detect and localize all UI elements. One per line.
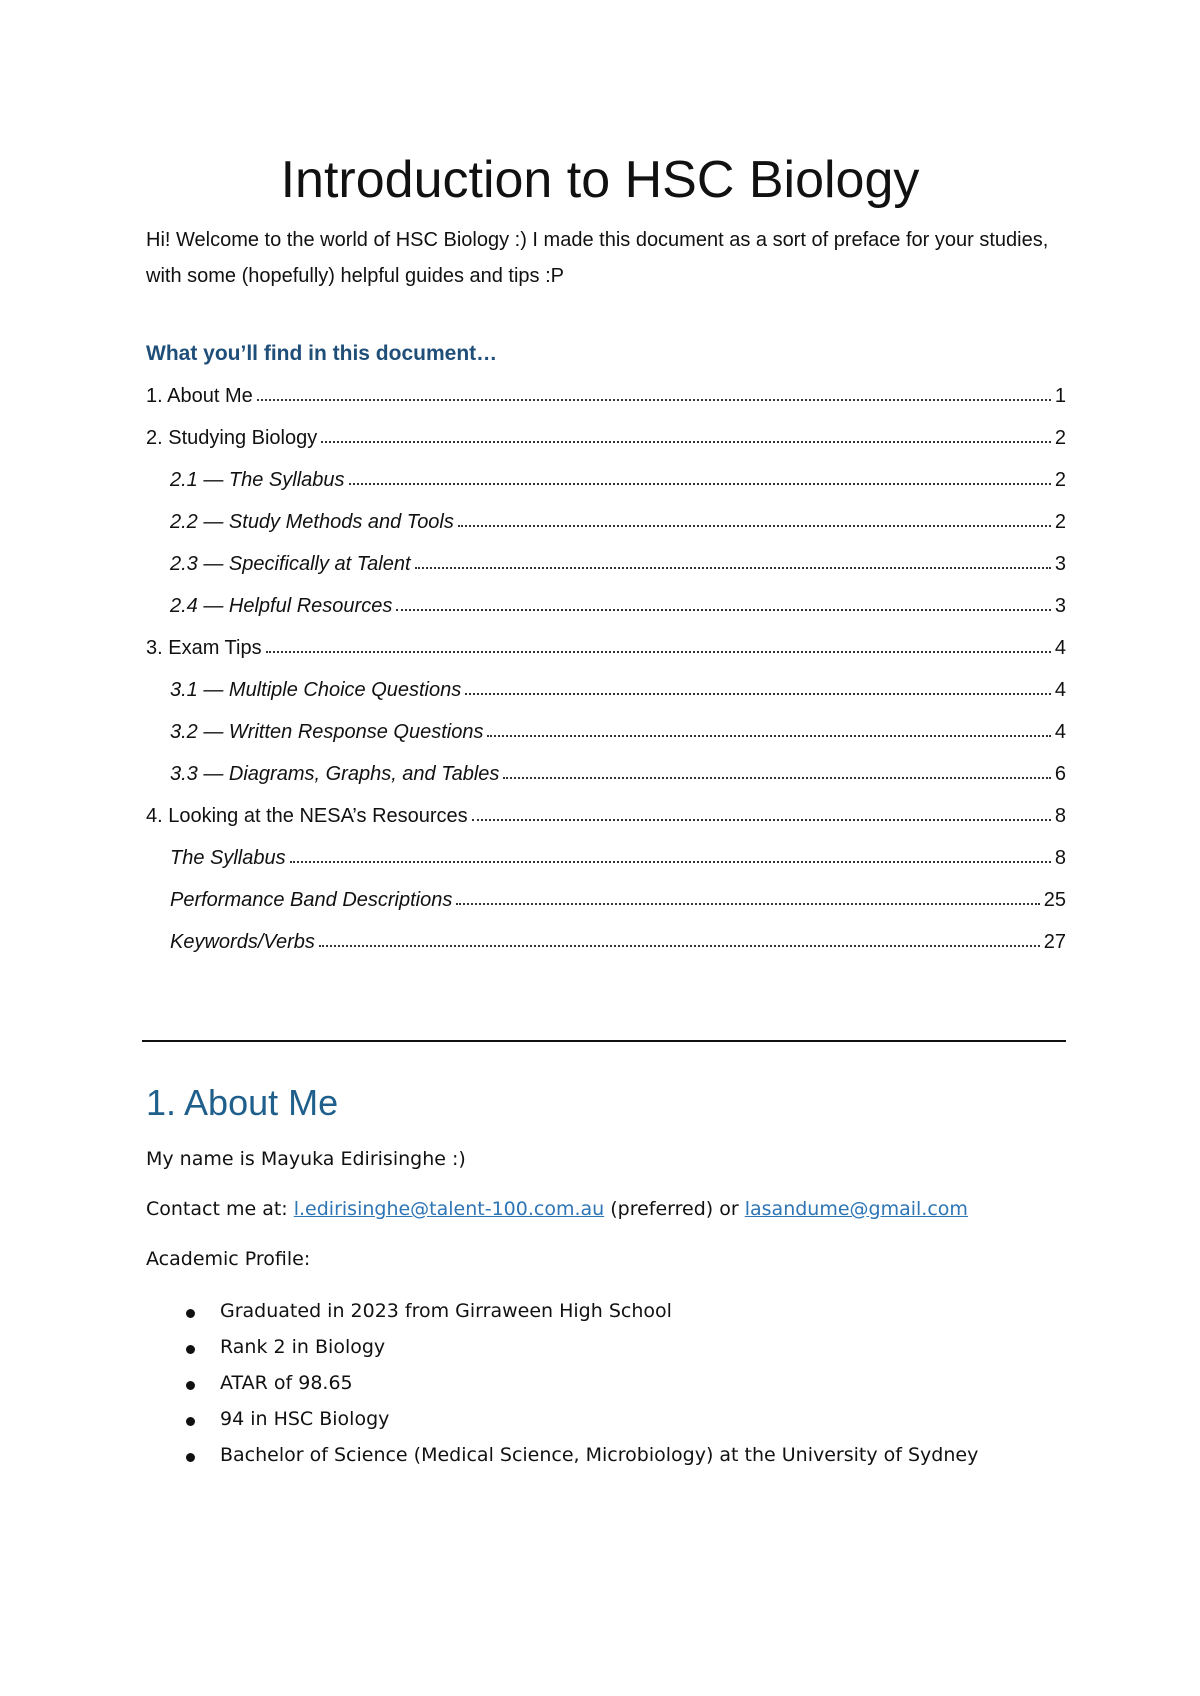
list-item-text: Graduated in 2023 from Girraween High School — [220, 1300, 672, 1322]
toc-entry-diagrams-graphs-tables[interactable] — [170, 756, 1066, 786]
toc-entry-page: 1 — [1054, 385, 1066, 407]
toc-leader-dots — [319, 945, 1040, 947]
toc-entry-page: 2 — [1054, 511, 1066, 533]
toc-entry-label: The Syllabus — [170, 847, 286, 869]
toc-entry-label: 3.2 — Written Response Questions — [170, 721, 484, 743]
contact-line — [146, 1198, 968, 1220]
bullet-icon — [186, 1417, 195, 1426]
toc-entry-written-response[interactable] — [170, 714, 1066, 744]
toc-entry-label: 1. About Me — [146, 385, 253, 407]
toc-entry-page: 3 — [1054, 553, 1066, 575]
toc-entry-study-methods[interactable] — [170, 504, 1066, 534]
toc-entry-page: 27 — [1043, 931, 1066, 953]
toc-entry-exam-tips[interactable] — [146, 630, 1066, 660]
toc-entry-page: 3 — [1054, 595, 1066, 617]
list-item-text: ATAR of 98.65 — [220, 1372, 353, 1394]
toc-leader-dots — [415, 567, 1051, 569]
toc-leader-dots — [458, 525, 1051, 527]
toc-leader-dots — [472, 819, 1051, 821]
toc-heading: What you’ll find in this document… — [146, 342, 498, 365]
toc-leader-dots — [503, 777, 1050, 779]
list-item — [146, 1444, 978, 1480]
bullet-icon — [186, 1453, 195, 1462]
toc-entry-the-syllabus[interactable] — [170, 462, 1066, 492]
section-divider — [142, 1040, 1066, 1042]
toc-entry-about-me[interactable] — [146, 378, 1066, 408]
toc-leader-dots — [396, 609, 1051, 611]
toc-entry-label: 2.3 — Specifically at Talent — [170, 553, 411, 575]
toc-entry-multiple-choice[interactable] — [170, 672, 1066, 702]
toc-entry-page: 4 — [1054, 721, 1066, 743]
toc-entry-nesa-resources[interactable] — [146, 798, 1066, 828]
intro-paragraph: Hi! Welcome to the world of HSC Biology :) I made this document as a sort of preface for your studies, with some (hopefully) helpful guides and tips :P — [146, 229, 1049, 287]
toc-leader-dots — [465, 693, 1051, 695]
toc-entry-page: 8 — [1054, 805, 1066, 827]
list-item — [146, 1372, 978, 1408]
toc-entry-keywords-verbs[interactable] — [170, 924, 1066, 954]
toc-leader-dots — [321, 441, 1051, 443]
toc-entry-page: 8 — [1054, 847, 1066, 869]
toc-leader-dots — [257, 399, 1051, 401]
list-item — [146, 1336, 978, 1372]
about-me-heading: 1. About Me — [146, 1082, 339, 1123]
toc-leader-dots — [487, 735, 1050, 737]
toc-leader-dots — [456, 903, 1039, 905]
toc-entry-specifically-at-talent[interactable] — [170, 546, 1066, 576]
toc-leader-dots — [349, 483, 1051, 485]
contact-prefix: Contact me at: — [146, 1198, 294, 1220]
toc-entry-label: Performance Band Descriptions — [170, 889, 453, 911]
toc-leader-dots — [290, 861, 1051, 863]
toc-leader-dots — [266, 651, 1051, 653]
toc-entry-performance-band[interactable] — [170, 882, 1066, 912]
toc-entry-studying-biology[interactable] — [146, 420, 1066, 450]
toc-entry-label: Keywords/Verbs — [170, 931, 315, 953]
primary-email-link[interactable]: l.edirisinghe@talent-100.com.au — [293, 1198, 605, 1220]
academic-profile-label: Academic Profile: — [146, 1248, 311, 1270]
toc-entry-label: 3.1 — Multiple Choice Questions — [170, 679, 462, 701]
toc-entry-page: 6 — [1054, 763, 1066, 785]
toc-entry-label: 2.4 — Helpful Resources — [170, 595, 393, 617]
bullet-icon — [186, 1345, 195, 1354]
document-title: Introduction to HSC Biology — [280, 151, 920, 209]
name-line: My name is Mayuka Edirisinghe :) — [146, 1148, 466, 1170]
toc-entry-page: 4 — [1054, 679, 1066, 701]
toc-entry-label: 2. Studying Biology — [146, 427, 318, 449]
toc-entry-label: 2.2 — Study Methods and Tools — [170, 511, 454, 533]
list-item-text: Bachelor of Science (Medical Science, Microbiology) at the University of Sydney — [220, 1444, 979, 1466]
toc-entry-label: 3.3 — Diagrams, Graphs, and Tables — [170, 763, 500, 785]
toc-entry-page: 2 — [1054, 469, 1066, 491]
list-item — [146, 1408, 978, 1444]
contact-middle: (preferred) or — [604, 1198, 745, 1220]
secondary-email-link[interactable]: lasandume@gmail.com — [744, 1198, 968, 1220]
toc-entry-page: 4 — [1054, 637, 1066, 659]
toc-entry-label: 4. Looking at the NESA’s Resources — [146, 805, 468, 827]
list-item-text: 94 in HSC Biology — [220, 1408, 390, 1430]
list-item — [146, 1300, 978, 1336]
academic-profile-list — [146, 1300, 978, 1480]
toc-entry-nesa-syllabus[interactable] — [170, 840, 1066, 870]
bullet-icon — [186, 1381, 195, 1390]
list-item-text: Rank 2 in Biology — [220, 1336, 386, 1358]
toc-entry-label: 2.1 — The Syllabus — [170, 469, 345, 491]
toc-entry-label: 3. Exam Tips — [146, 637, 262, 659]
bullet-icon — [186, 1309, 195, 1318]
toc-entry-helpful-resources[interactable] — [170, 588, 1066, 618]
toc-entry-page: 2 — [1054, 427, 1066, 449]
toc-entry-page: 25 — [1043, 889, 1066, 911]
